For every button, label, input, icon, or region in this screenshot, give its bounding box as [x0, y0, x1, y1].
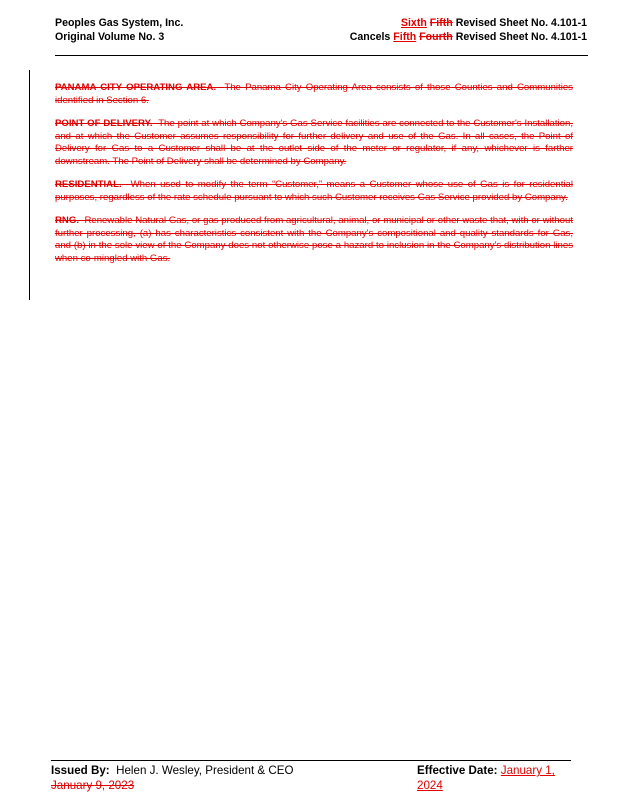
cancels-prefix: Cancels — [349, 30, 391, 43]
section-panama-city — [55, 82, 573, 107]
header-right — [350, 17, 587, 44]
cancels-rest: Revised Sheet No. 4.101-1 — [455, 30, 587, 43]
cancels-deleted: Fourth — [419, 30, 453, 43]
volume-number: Original Volume No. 3 — [55, 30, 165, 43]
effective-date — [417, 763, 577, 793]
cancels-line — [350, 31, 587, 45]
issued-value: Helen J. Wesley, President & CEO — [116, 764, 294, 777]
sheet-deleted: Fifth — [429, 17, 453, 29]
footer — [51, 763, 571, 793]
section-term: PANAMA CITY OPERATING AREA. — [55, 82, 217, 93]
section-text: The point at which Company's Gas Service facilities are connected to the Customer's Installation, and at which the Customer assumes responsibility for further delivery and use of the Gas. In all cases, the Point of Delivery for Gas to a Customer shall be at the outlet side of the meter or regulator, if any, whichever is farther downstream. The Point of Delivery shall be determined by Company. — [55, 118, 573, 167]
revision-change-bar — [29, 70, 30, 300]
sheet-inserted: Sixth — [400, 17, 427, 29]
section-residential — [55, 179, 573, 204]
issued-label: Issued By: — [51, 764, 110, 777]
sheet-number — [350, 17, 587, 31]
header-divider — [55, 55, 588, 56]
definitions-body — [55, 82, 573, 276]
section-term: RNG. — [55, 215, 79, 226]
footer-divider — [51, 760, 571, 761]
section-term: RESIDENTIAL. — [55, 179, 122, 190]
header-left — [55, 17, 183, 44]
section-text: Renewable Natural Gas, or gas produced from agricultural, animal, or municipal or other waste that, with or without further processing, (a) has characteristics consistent with the Company's compositional and quality standards for Gas, and (b) in the sole view of the Company does not otherwise pose a hazard to inclusion in the Company's distribution lines when co-mingled with Gas. — [55, 215, 573, 264]
company-name: Peoples Gas System, Inc. — [55, 17, 184, 29]
effective-label: Effective Date: — [417, 764, 498, 777]
cancels-inserted: Fifth — [393, 30, 417, 43]
section-text: When used to modify the term “Customer,” means a Customer whose use of Gas is for residential purposes, regardless of the rate schedule pursuant to which such Customer receives Gas Service provided by Company. — [55, 179, 573, 203]
section-text: The Panama City Operating Area consists of those Counties and Communities identified in Section 6. — [55, 82, 573, 106]
section-point-of-delivery — [55, 118, 573, 168]
section-rng — [55, 215, 573, 265]
section-term: POINT OF DELIVERY. — [55, 118, 153, 129]
effective-inserted: January 1, 2024 — [417, 764, 555, 792]
sheet-rest: Revised Sheet No. 4.101-1 — [455, 17, 587, 29]
effective-deleted: January 9, 2023 — [51, 779, 135, 792]
